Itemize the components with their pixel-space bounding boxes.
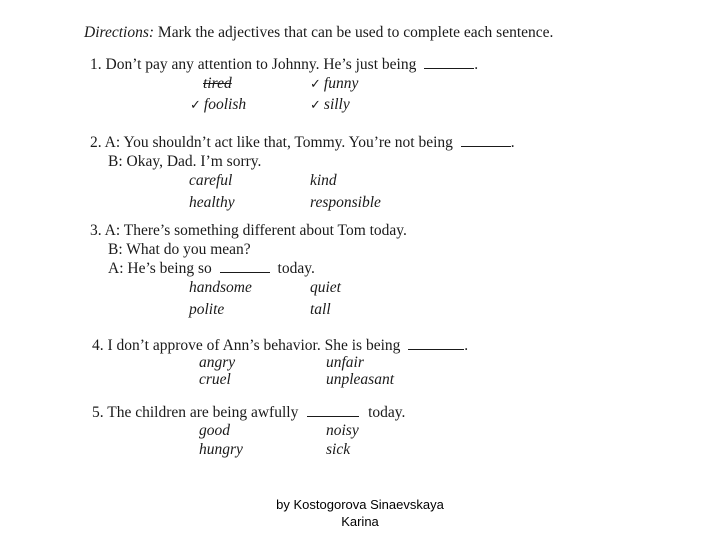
option-word: good — [199, 422, 230, 439]
directions — [84, 24, 553, 42]
option-word: sick — [326, 441, 351, 458]
option-cruel — [199, 371, 231, 389]
author-credit — [0, 496, 720, 530]
option-noisy — [326, 422, 359, 440]
sentence-text: There’s something different about Tom today. — [123, 222, 407, 239]
option-word: polite — [189, 301, 225, 318]
answer-blank — [408, 338, 464, 350]
sentence-end: today. — [368, 404, 406, 421]
sentence-text: He’s being so — [127, 260, 212, 277]
option-tall — [310, 301, 331, 319]
exercise-2-line-1 — [90, 134, 515, 152]
exercise-3-line-2 — [108, 241, 251, 259]
exercise-3-line-3 — [108, 260, 315, 278]
exercise-2-line-2 — [108, 153, 261, 171]
option-word: unpleasant — [326, 371, 395, 388]
option-good — [199, 422, 230, 440]
sentence-end: today. — [277, 260, 315, 277]
check-mark-icon: ✓ — [310, 98, 321, 113]
option-word: tall — [310, 301, 331, 318]
option-kind — [310, 172, 337, 190]
option-handsome — [189, 279, 252, 297]
option-foolish — [190, 96, 246, 114]
exercise-3-line-1 — [90, 222, 407, 240]
speaker-label: A: — [104, 134, 121, 151]
exercise-number: 1. — [90, 56, 102, 73]
option-careful — [189, 172, 232, 190]
exercise-number: 2. — [90, 134, 102, 151]
sentence-end: . — [510, 134, 515, 151]
exercise-number: 3. — [90, 222, 102, 239]
exercise-4-line-1 — [92, 337, 468, 355]
option-word: hungry — [199, 441, 243, 458]
option-word: quiet — [310, 279, 341, 296]
sentence-text: Don’t pay any attention to Johnny. He’s just being — [105, 56, 417, 73]
option-word: responsible — [310, 194, 381, 211]
directions-text: Mark the adjectives that can be used to complete each sentence. — [157, 24, 554, 41]
sentence-text: What do you mean? — [126, 241, 251, 258]
credit-line-1: by Kostogorova Sinaevskaya — [276, 497, 444, 512]
option-polite — [189, 301, 224, 319]
option-word: funny — [323, 75, 359, 92]
credit-line-2: Karina — [341, 514, 379, 529]
option-hungry — [199, 441, 243, 459]
exercise-1-line-1 — [90, 56, 478, 74]
speaker-label: B: — [108, 153, 123, 170]
option-unpleasant — [326, 371, 394, 389]
sentence-text: You shouldn’t act like that, Tommy. You’re not being — [123, 134, 453, 151]
option-responsible — [310, 194, 381, 212]
option-word: healthy — [189, 194, 235, 211]
answer-blank — [307, 405, 359, 417]
check-mark-icon: ✓ — [310, 77, 321, 92]
answer-blank — [220, 261, 270, 273]
option-healthy — [189, 194, 235, 212]
option-angry — [199, 354, 235, 372]
sentence-end: . — [464, 337, 469, 354]
speaker-label: B: — [108, 241, 123, 258]
directions-lead: Directions: — [84, 24, 155, 41]
sentence-text: The children are being awfully — [107, 404, 299, 421]
option-word: angry — [199, 354, 236, 371]
option-word: foolish — [203, 96, 247, 113]
option-word: careful — [189, 172, 233, 189]
exercise-number: 5. — [92, 404, 104, 421]
option-funny — [310, 75, 358, 93]
option-word: tired — [203, 75, 232, 92]
option-word: handsome — [189, 279, 252, 296]
speaker-label: A: — [104, 222, 121, 239]
option-word: unfair — [326, 354, 364, 371]
sentence-text: I don’t approve of Ann’s behavior. She is being — [107, 337, 401, 354]
option-quiet — [310, 279, 341, 297]
answer-blank — [424, 57, 474, 69]
option-silly — [310, 96, 350, 114]
option-word: kind — [310, 172, 337, 189]
exercise-5-line-1 — [92, 404, 405, 422]
answer-blank — [461, 135, 511, 147]
option-word: noisy — [326, 422, 359, 439]
sentence-text: Okay, Dad. I’m sorry. — [126, 153, 262, 170]
option-word: cruel — [199, 371, 231, 388]
exercise-number: 4. — [92, 337, 104, 354]
option-word: silly — [323, 96, 350, 113]
check-mark-icon: ✓ — [190, 98, 201, 113]
option-unfair — [326, 354, 364, 372]
speaker-label: A: — [108, 260, 124, 277]
sentence-end: . — [474, 56, 479, 73]
option-sick — [326, 441, 350, 459]
option-tired — [203, 75, 232, 93]
